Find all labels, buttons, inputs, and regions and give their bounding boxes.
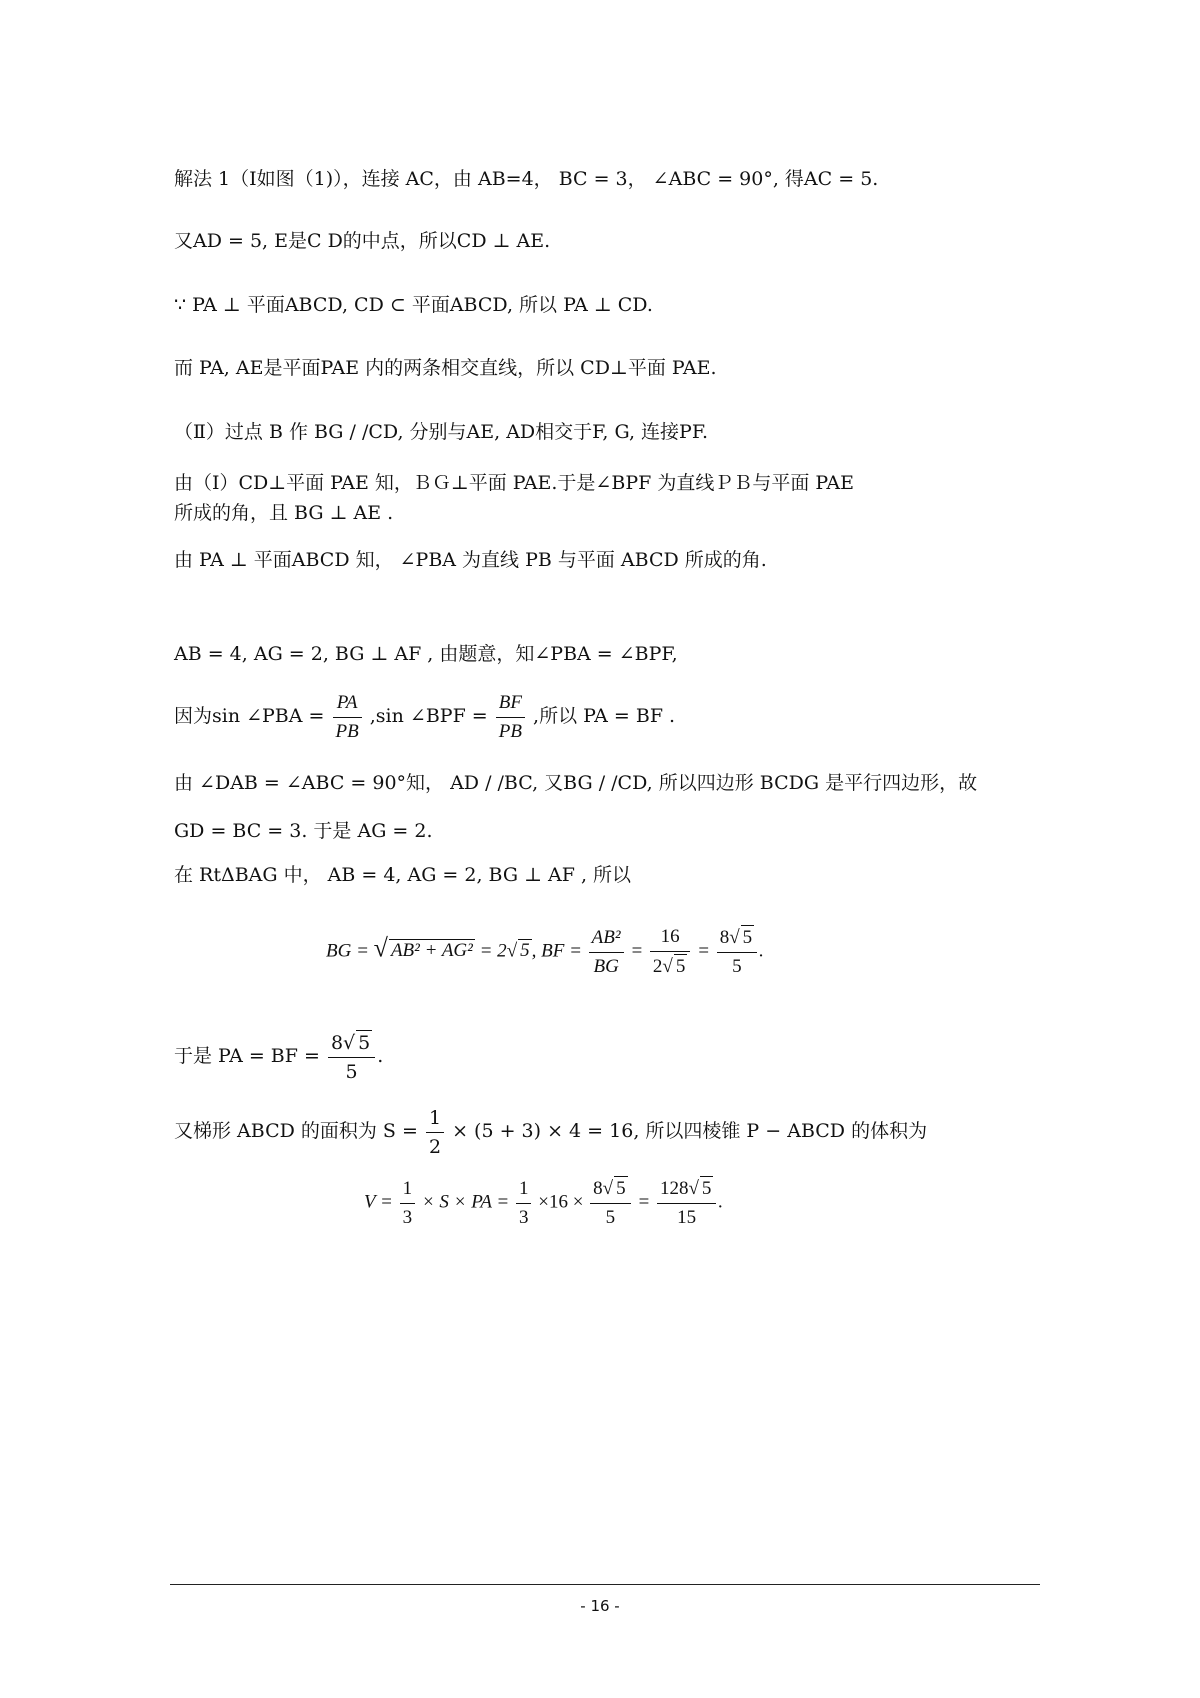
parallelogram-line: 由 ∠DAB = ∠ABC = 90°知， AD / /BC, 又BG / /CD, 所以四边形 BCDG 是平行四边形，故 [174,772,978,794]
solution-line-3: ∵ PA ⊥ 平面ABCD, CD ⊂ 平面ABCD, 所以 PA ⊥ CD. [174,294,653,316]
fraction-8sqrt5-5 [717,925,757,979]
volume-s-pa: × S × PA = [421,1191,510,1213]
sqrt-radicand: 5 [358,1032,371,1054]
part2-line-2: 由（Ⅰ）CD⊥平面 PAE 知，ＢＧ⊥平面 PAE.于是∠BPF 为直线ＰＢ与平面 PAE [174,472,854,494]
bg-bf-equation [326,925,764,979]
fraction-denominator: 5 [345,1061,358,1083]
sqrt-radicand: 5 [675,956,686,977]
gd-line: GD = BC = 3. 于是 AG = 2. [174,820,433,842]
fraction-ab2-bg [589,926,624,979]
volume-v: V = [364,1191,393,1213]
solution-line-1: 解法 1（Ⅰ如图（1)），连接 AC，由 AB=4， BC = 3， ∠ABC = 90°, 得AC = 5. [174,168,879,190]
trapezoid-area-line [174,1101,927,1161]
num-coeff: 128 [659,1178,689,1199]
page-number: - 16 - [580,1597,620,1615]
fraction-8sqrt5-5 [590,1176,630,1230]
solution-line-2: 又AD = 5, E是C D的中点，所以CD ⊥ AE. [174,230,551,252]
fraction-numerator: 16 [650,925,690,952]
fraction-one-third [516,1177,532,1230]
eq1-equals-2: = 2 [479,940,507,962]
eq1-bg: BG = [326,940,369,962]
fraction-denominator: 15 [677,1207,697,1228]
period: . [759,940,764,962]
part2-line-3: 所成的角，且 BG ⊥ AE . [174,502,394,524]
sqrt-radicand: 5 [520,940,530,962]
fraction-bf-pb [496,691,525,744]
sqrt-radicand: 5 [742,927,753,948]
area-prefix: 又梯形 ABCD 的面积为 S = [174,1120,418,1142]
fraction-128sqrt5-15 [657,1176,716,1230]
fraction-numerator: 1 [426,1106,444,1133]
equals-sign: = [697,940,710,962]
fraction-denominator: 2√ 5 [652,956,686,977]
fraction-denominator: PB [498,720,522,742]
sin-eq-middle: ,sin ∠BPF = [369,705,488,727]
num-coeff: 8 [593,1178,603,1199]
volume-equation [364,1176,723,1230]
fraction-numerator: AB² [589,926,624,953]
volume-times-16: ×16 × [538,1191,584,1213]
fraction-denominator: BG [593,955,619,977]
fraction-denominator: 5 [605,1207,616,1228]
pa-bf-prefix: 于是 PA = BF = [174,1045,320,1067]
den-coeff: 2 [652,956,663,977]
fraction-pa-pb [333,691,362,744]
num-coeff: 8 [719,927,730,948]
fraction-numerator: BF [496,691,525,718]
fraction-numerator: 8√ 5 [590,1176,630,1204]
right-triangle-line: 在 RtΔBAG 中， AB = 4, AG = 2, BG ⊥ AF , 所以 [174,864,632,886]
sqrt-radicand: 5 [616,1178,626,1199]
eq1-bf: , BF = [531,940,582,962]
fraction-one-third [400,1177,416,1230]
fraction-denominator: 2 [428,1135,442,1158]
sqrt-radicand: AB² + AG² [390,940,473,962]
sin-eq-suffix: ,所以 PA = BF . [533,705,676,727]
equals-sign: = [630,940,644,962]
fraction-numerator: 1 [400,1177,416,1204]
footer-rule [170,1584,1040,1585]
fraction-denominator: 3 [402,1206,413,1228]
fraction-denominator: 5 [732,956,742,977]
fraction-denominator: 3 [518,1206,529,1228]
fraction-denominator: PB [335,720,359,742]
pa-bf-line [174,1026,383,1086]
fraction-numerator: 8√ 5 [328,1030,375,1058]
part2-line-1: （Ⅱ）过点 B 作 BG / /CD, 分别与AE, AD相交于F, G, 连接PF. [174,421,709,443]
sqrt-sign: √ [506,940,518,962]
period: . [718,1191,724,1213]
sin-equation-line [174,686,675,746]
fraction-numerator: PA [333,691,362,718]
sin-eq-prefix: 因为sin ∠PBA = [174,705,325,727]
fraction-numerator: 8√ 5 [717,925,757,953]
solution-line-4: 而 PA, AE是平面PAE 内的两条相交直线，所以 CD⊥平面 PAE. [174,357,717,379]
fraction-numerator: 1 [516,1177,532,1204]
fraction-numerator: 128√ 5 [657,1176,716,1204]
equals-sign: = [637,1191,651,1213]
period: . [377,1045,384,1067]
part2-line-5: AB = 4, AG = 2, BG ⊥ AF , 由题意，知∠PBA = ∠BPF, [174,643,678,665]
area-suffix: × (5 + 3) × 4 = 16, 所以四棱锥 P − ABCD 的体积为 [452,1120,928,1142]
sqrt-sign: √ [373,933,388,963]
fraction-one-half [426,1106,444,1159]
fraction-16-2sqrt5 [650,925,690,979]
fraction-8sqrt5-5 [328,1030,375,1084]
part2-line-4: 由 PA ⊥ 平面ABCD 知， ∠PBA 为直线 PB 与平面 ABCD 所成的角. [174,549,767,571]
sqrt-radicand: 5 [701,1178,712,1199]
num-coeff: 8 [330,1032,344,1054]
